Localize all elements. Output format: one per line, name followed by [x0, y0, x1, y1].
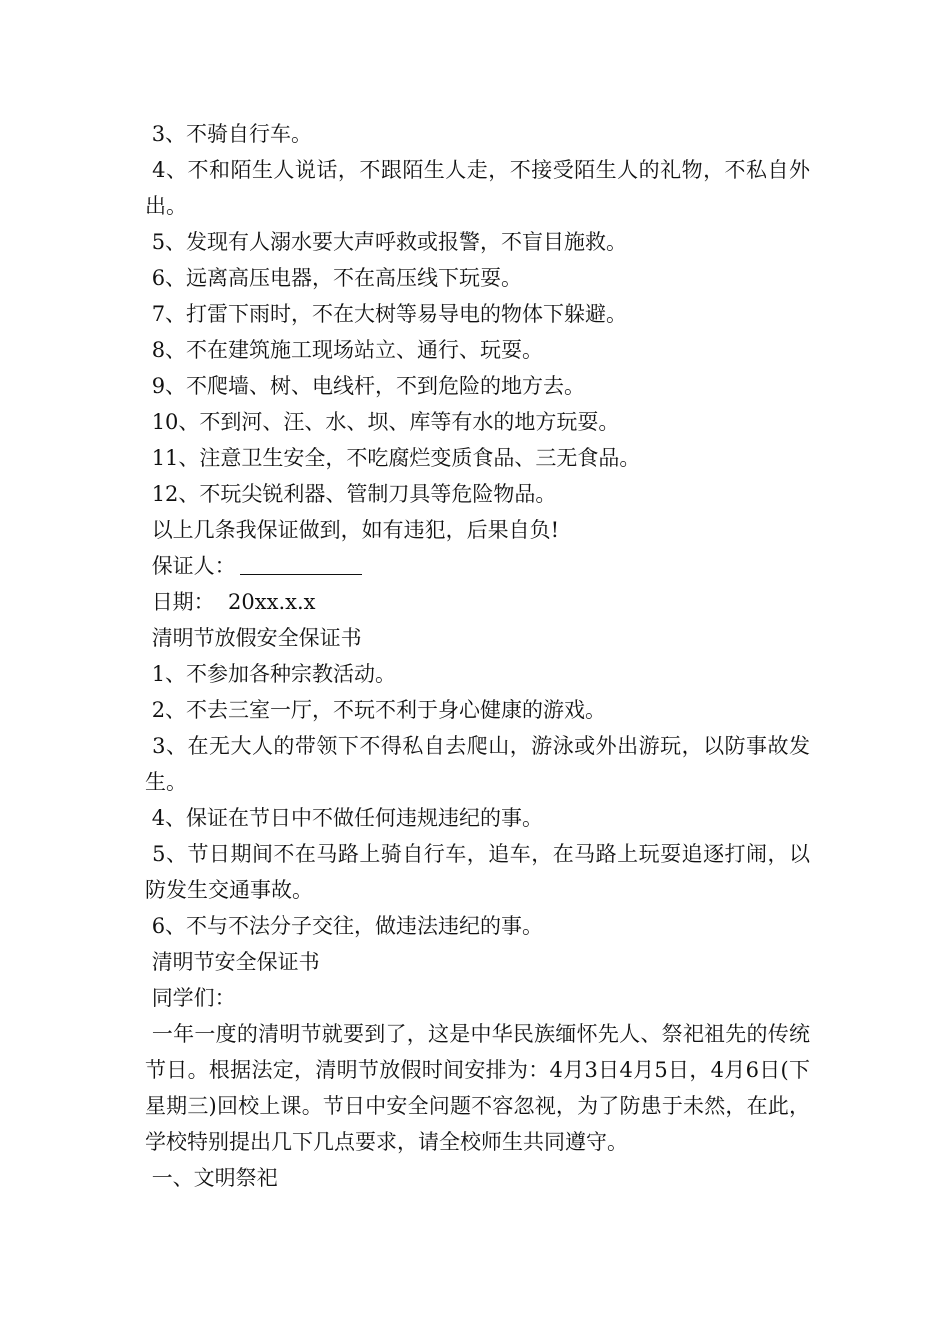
- rule-item-4: 4、不和陌生人说话，不跟陌生人走，不接受陌生人的礼物，不私自外出。: [145, 158, 811, 218]
- rule-item-11: 11、注意卫生安全，不吃腐烂变质食品、三无食品。: [145, 446, 641, 470]
- section-title-holiday-pledge: 清明节放假安全保证书: [145, 626, 362, 650]
- pledge-item-4: 4、保证在节日中不做任何违规违纪的事。: [145, 806, 544, 830]
- guarantor-label: 保证人：: [145, 554, 236, 578]
- section-title-safety-pledge: 清明节安全保证书: [145, 950, 320, 974]
- pledge-statement: 以上几条我保证做到，如有违犯，后果自负!: [145, 518, 560, 542]
- rule-item-9: 9、不爬墙、树、电线杆，不到危险的地方去。: [145, 374, 586, 398]
- rule-item-7: 7、打雷下雨时，不在大树等易导电的物体下躲避。: [145, 302, 628, 326]
- rule-item-5: 5、发现有人溺水要大声呼救或报警，不盲目施救。: [145, 230, 628, 254]
- rule-item-8: 8、不在建筑施工现场站立、通行、玩耍。: [145, 338, 544, 362]
- rule-item-3: 3、不骑自行车。: [145, 122, 313, 146]
- salutation: 同学们：: [145, 986, 236, 1010]
- subsection-heading-civilized-worship: 一、文明祭祀: [145, 1166, 278, 1190]
- signature-blank-line: [240, 552, 362, 575]
- pledge-item-3: 3、在无大人的带领下不得私自去爬山，游泳或外出游玩，以防事故发生。: [145, 734, 811, 794]
- pledge-item-1: 1、不参加各种宗教活动。: [145, 662, 397, 686]
- notice-paragraph: 一年一度的清明节就要到了，这是中华民族缅怀先人、祭祀祖先的传统节日。根据法定，清明节放假时间安排为：4月3日4月5日，4月6日(下星期三)回校上课。节日中安全问题不容忽视，为了防患于未然，在此，学校特别提出几下几点要求，请全校师生共同遵守。: [145, 1022, 810, 1154]
- pledge-item-6: 6、不与不法分子交往，做违法违纪的事。: [145, 914, 544, 938]
- rule-item-10: 10、不到河、汪、水、坝、库等有水的地方玩耍。: [145, 410, 620, 434]
- pledge-item-5: 5、节日期间不在马路上骑自行车，追车，在马路上玩耍追逐打闹，以防发生交通事故。: [145, 842, 811, 902]
- rule-item-6: 6、远离高压电器，不在高压线下玩耍。: [145, 266, 523, 290]
- guarantor-row: [145, 548, 810, 584]
- rule-item-12: 12、不玩尖锐利器、管制刀具等危险物品。: [145, 482, 557, 506]
- pledge-item-2: 2、不去三室一厅，不玩不利于身心健康的游戏。: [145, 698, 607, 722]
- date-line: 日期： 20xx.x.x: [145, 590, 316, 614]
- document-body: [145, 116, 810, 1196]
